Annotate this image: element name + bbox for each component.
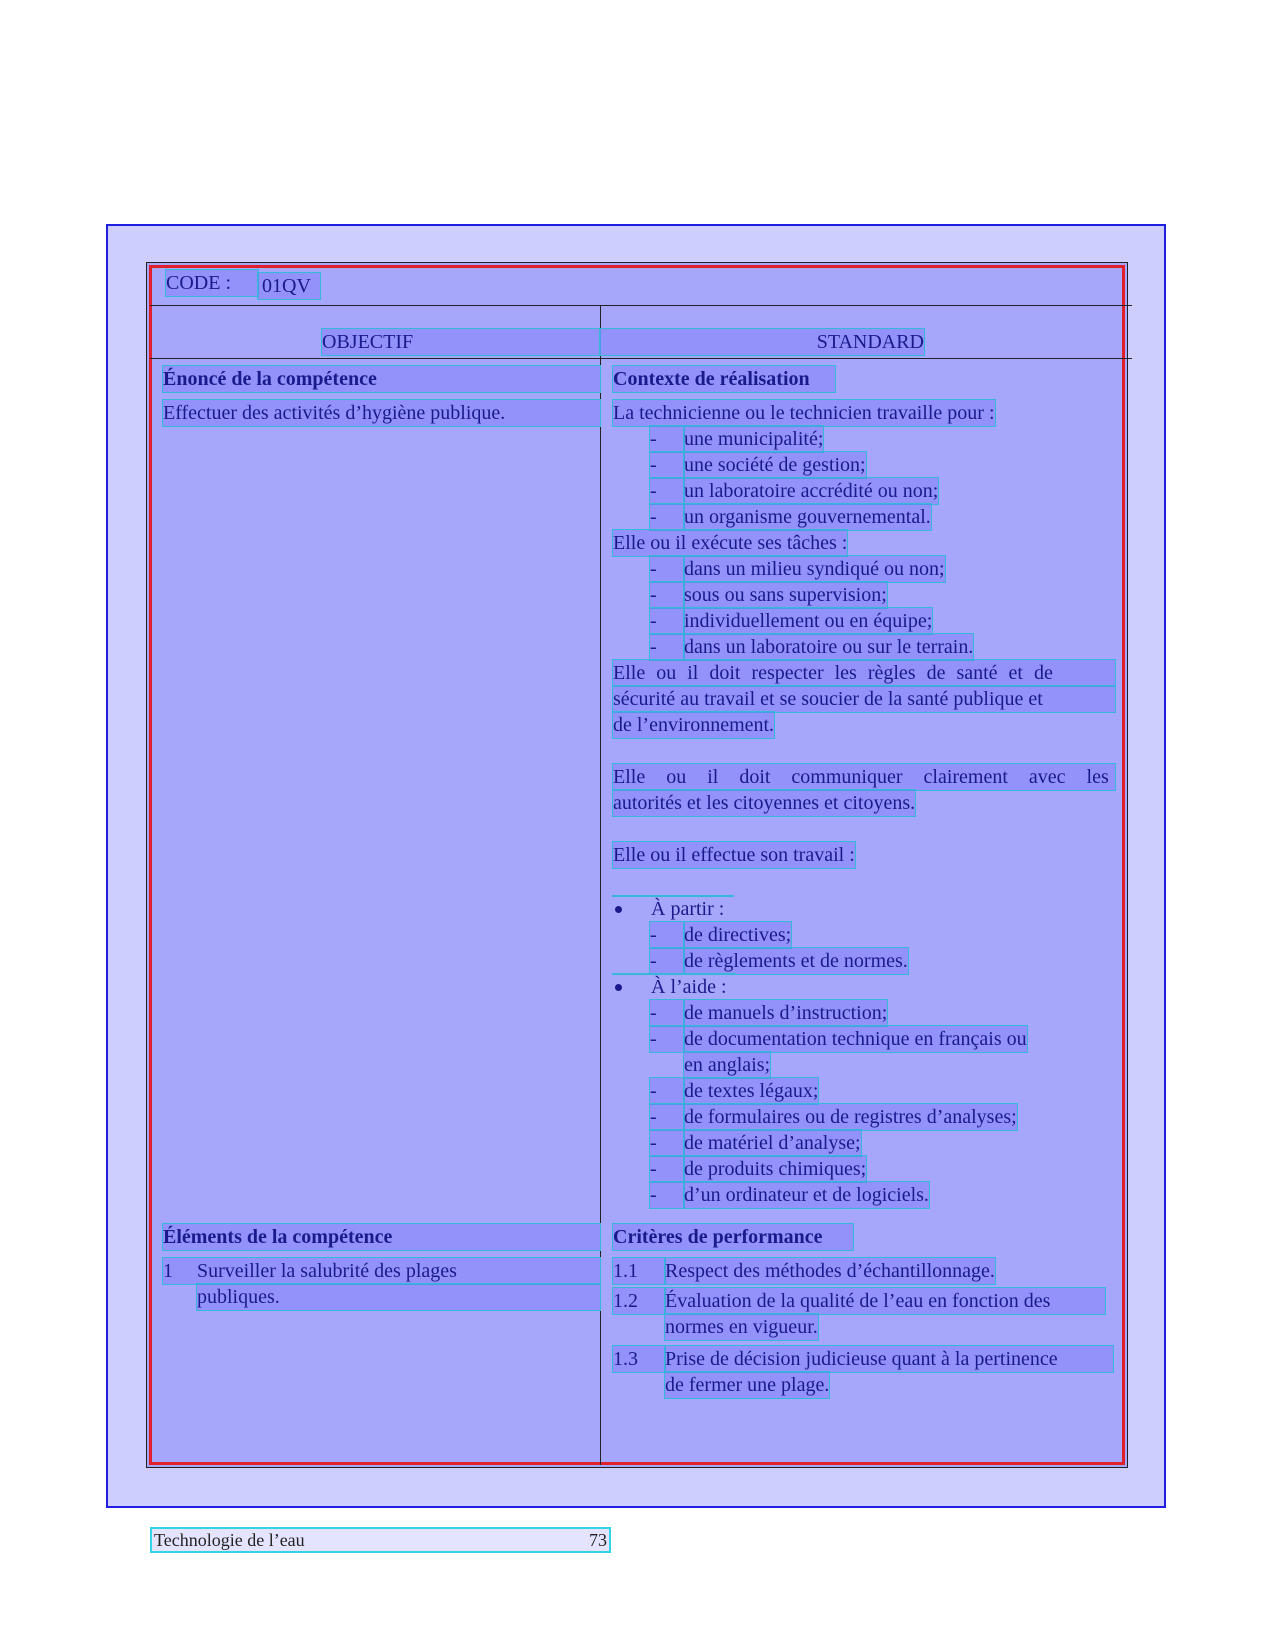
employer-item: une municipalité; — [684, 428, 824, 450]
element-1-number: 1 — [163, 1260, 173, 1282]
list-dash: - — [650, 556, 684, 582]
resource-item: de textes légaux; — [684, 1080, 819, 1102]
code-row-divider — [150, 305, 1132, 306]
resource-item: d’un ordinateur et de logiciels. — [684, 1184, 929, 1206]
list-dash: - — [650, 922, 684, 948]
safety-paragraph-line — [613, 660, 1115, 686]
standard-header: STANDARD — [600, 329, 924, 355]
employer-item: un organisme gouvernemental. — [684, 506, 931, 528]
context-heading: Contexte de réalisation — [613, 366, 835, 392]
aid-label: À l’aide : — [651, 976, 727, 998]
communication-paragraph-line — [613, 764, 1115, 790]
criterion-number: 1.1 — [613, 1258, 665, 1284]
safety-paragraph-line: de l’environnement. — [613, 714, 775, 736]
list-dash: - — [650, 1156, 684, 1182]
objective-header: OBJECTIF — [322, 329, 600, 355]
context-intro-1: La technicienne ou le technicien travaille pour : — [613, 402, 995, 424]
criterion-text-continuation: normes en vigueur. — [665, 1316, 818, 1338]
context-intro-3: Elle ou il effectue son travail : — [613, 844, 855, 866]
header-row-divider — [150, 358, 1132, 359]
list-dash: - — [650, 504, 684, 530]
employer-item: un laboratoire accrédité ou non; — [684, 480, 939, 502]
list-dash: - — [650, 948, 684, 974]
element-1-line2: publiques. — [197, 1284, 600, 1310]
resource-item: de documentation technique en français ou — [684, 1028, 1027, 1050]
list-dash: - — [650, 426, 684, 452]
bullet-icon — [615, 906, 622, 913]
criterion-text-continuation: de fermer une plage. — [665, 1374, 830, 1396]
criterion-number: 1.3 — [613, 1346, 665, 1372]
competence-statement: Effectuer des activités d’hygiène publique. — [163, 400, 600, 426]
code-value: 01QV — [258, 273, 320, 299]
resource-item-continuation: en anglais; — [684, 1054, 771, 1076]
competence-heading: Énoncé de la compétence — [163, 366, 600, 392]
element-1-line1 — [163, 1258, 600, 1284]
resource-item: de formulaires ou de registres d’analyses; — [684, 1106, 1017, 1128]
criterion-text: Évaluation de la qualité de l’eau en fonction des — [665, 1288, 1105, 1314]
work-condition-item: sous ou sans supervision; — [684, 584, 887, 606]
safety-text: Elle ou il doit respecter les règles de santé et de — [613, 662, 1053, 684]
list-dash: - — [650, 1104, 684, 1130]
list-dash: - — [650, 634, 684, 660]
page-footer — [152, 1529, 609, 1551]
element-1-text: Surveiller la salubrité des plages — [197, 1260, 457, 1282]
bullet-icon — [615, 984, 622, 991]
footer-title: Technologie de l’eau — [154, 1530, 305, 1550]
context-intro-2: Elle ou il exécute ses tâches : — [613, 532, 848, 554]
work-condition-item: dans un milieu syndiqué ou non; — [684, 558, 945, 580]
source-item: de règlements et de normes. — [684, 950, 908, 972]
code-label: CODE : — [166, 270, 258, 296]
resource-item: de manuels d’instruction; — [684, 1002, 888, 1024]
criterion-text: Respect des méthodes d’échantillonnage. — [665, 1260, 995, 1282]
list-dash: - — [650, 1130, 684, 1156]
source-item: de directives; — [684, 924, 792, 946]
list-dash: - — [650, 1026, 684, 1052]
safety-paragraph-line — [613, 686, 1115, 712]
resource-item: de matériel d’analyse; — [684, 1132, 861, 1154]
list-dash: - — [650, 582, 684, 608]
list-dash: - — [650, 1078, 684, 1104]
list-dash: - — [650, 452, 684, 478]
elements-heading: Éléments de la compétence — [163, 1224, 600, 1250]
criterion-number: 1.2 — [613, 1288, 665, 1314]
list-dash: - — [650, 1000, 684, 1026]
criterion-text: Prise de décision judicieuse quant à la pertinence — [665, 1346, 1113, 1372]
communication-text: Elle ou il doit communiquer clairement avec les — [613, 766, 1109, 788]
safety-text: sécurité au travail et se soucier de la santé publique et — [613, 688, 1043, 710]
page-number: 73 — [589, 1530, 607, 1550]
criteria-heading: Critères de performance — [613, 1224, 853, 1250]
list-dash: - — [650, 1182, 684, 1208]
employer-item: une société de gestion; — [684, 454, 866, 476]
work-condition-item: dans un laboratoire ou sur le terrain. — [684, 636, 974, 658]
list-dash: - — [650, 478, 684, 504]
communication-paragraph-line: autorités et les citoyennes et citoyens. — [613, 792, 916, 814]
work-condition-item: individuellement ou en équipe; — [684, 610, 933, 632]
list-dash: - — [650, 608, 684, 634]
column-divider — [600, 305, 601, 1465]
from-label: À partir : — [651, 898, 725, 920]
resource-item: de produits chimiques; — [684, 1158, 867, 1180]
